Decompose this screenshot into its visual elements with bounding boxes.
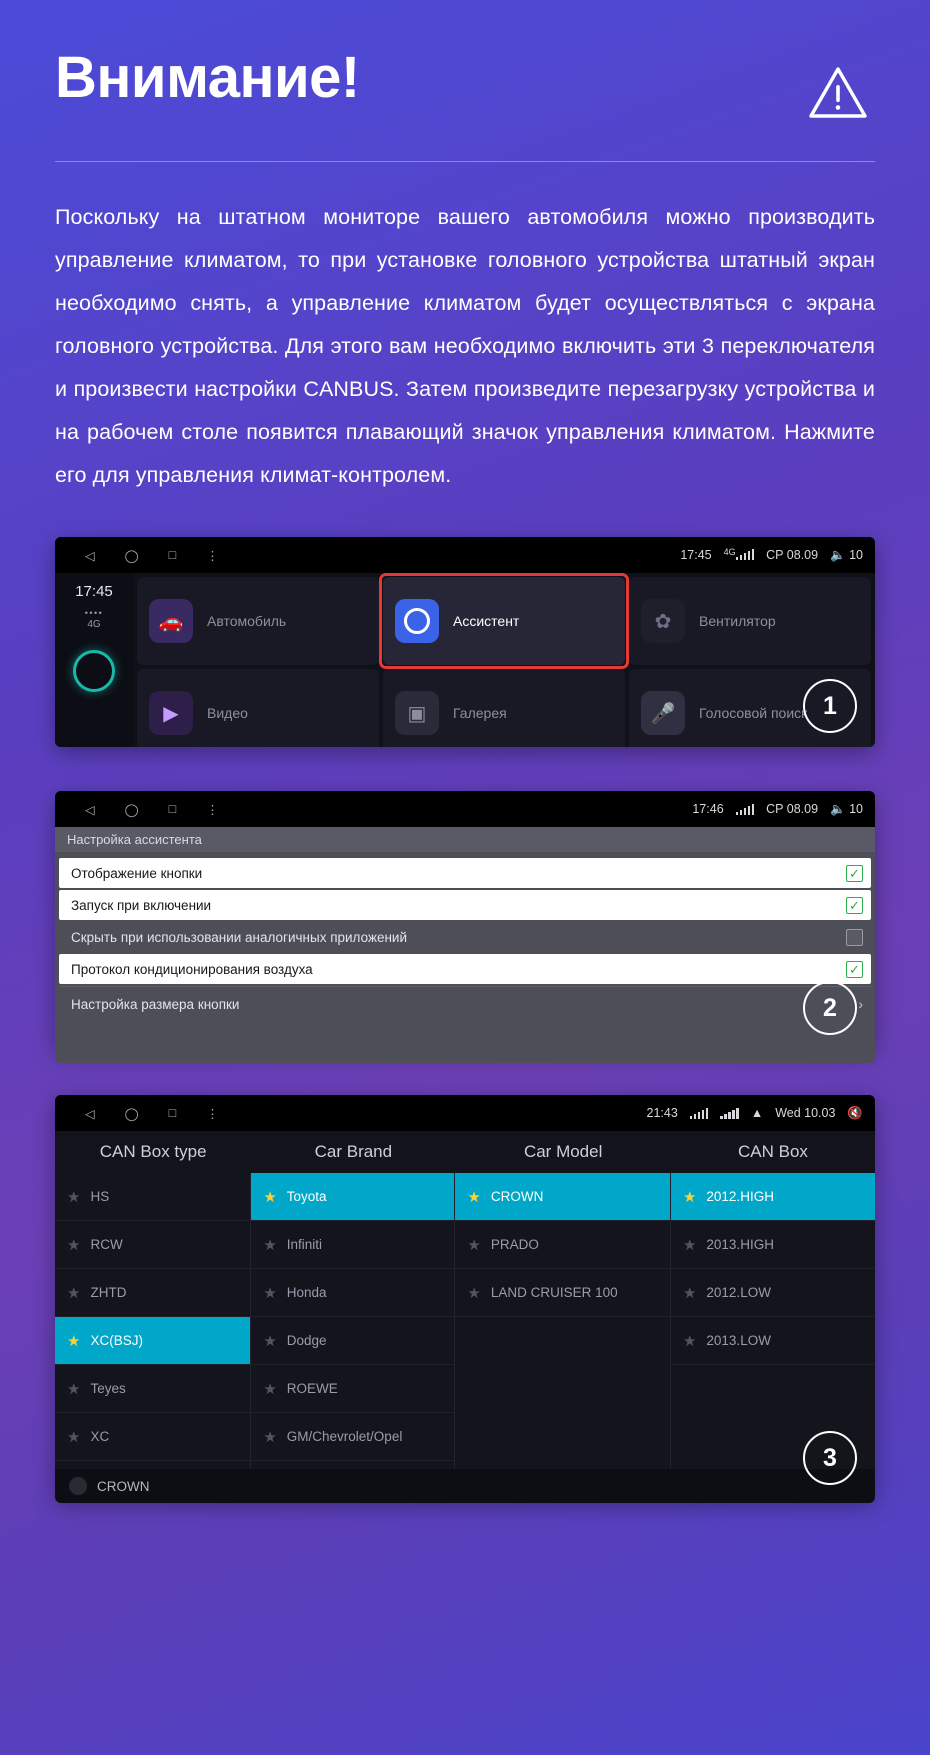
gallery-icon: ▣ <box>395 691 439 735</box>
star-icon: ★ <box>682 1332 697 1350</box>
launcher-sidebar <box>55 573 133 747</box>
status-time: 21:43 <box>646 1106 678 1120</box>
status-network-label: 4G <box>723 546 736 557</box>
list-item[interactable] <box>455 1221 670 1269</box>
status-date: Wed 10.03 <box>775 1106 836 1120</box>
list-item[interactable] <box>671 1317 875 1365</box>
body-paragraph: Поскольку на штатном мониторе вашего автомобиля можно производить управление климатом, то при установке головного устройства штатный экран необходимо снять, а управление климатом будет осуществляться с экрана головного устройства. Для этого вам необходимо включить эти 3 переключателя и произвести настройки CANBUS. Затем произведите перезагрузку устройства и на рабочем столе появится плавающий значок управления климатом. Нажмите его для управления климат-контролем. <box>55 205 875 487</box>
setting-label: Отображение кнопки <box>71 865 203 881</box>
list-item-label: PRADO <box>490 1237 539 1252</box>
list-item-label: 2012.HIGH <box>706 1189 774 1204</box>
column-header-can-box: CAN Box <box>738 1142 808 1161</box>
list-item-selected[interactable] <box>55 1317 250 1365</box>
tile-assistant[interactable] <box>383 577 625 665</box>
checkbox-checked-icon[interactable]: ✓ <box>846 961 863 978</box>
statusbar-1 <box>55 537 875 573</box>
list-item[interactable] <box>251 1413 454 1461</box>
setting-row-ac-protocol[interactable] <box>59 954 871 984</box>
list-item-label: 2013.LOW <box>706 1333 771 1348</box>
column-car-model <box>455 1173 671 1469</box>
status-date: CP 08.09 <box>766 802 819 816</box>
list-item-label: RCW <box>90 1237 123 1252</box>
back-icon[interactable]: ◁ <box>85 1106 95 1121</box>
list-divider <box>59 986 871 987</box>
tile-gallery[interactable] <box>383 669 625 747</box>
star-icon: ★ <box>467 1188 481 1206</box>
column-header-car-model: Car Model <box>523 1142 603 1161</box>
star-icon: ★ <box>682 1236 697 1254</box>
launcher-tile-grid <box>133 573 875 747</box>
footer-label: CROWN <box>97 1478 150 1494</box>
wifi-icon: ▲ <box>750 1106 764 1120</box>
list-item-label: XC <box>90 1429 110 1444</box>
vehicle-icon <box>69 1477 87 1495</box>
setting-row-button-size[interactable] <box>59 989 871 1019</box>
star-icon: ★ <box>682 1188 697 1206</box>
screenshot-launcher <box>55 537 875 747</box>
star-icon: ★ <box>467 1236 481 1254</box>
signal-icon <box>736 549 755 560</box>
list-item-label: GM/Chevrolet/Opel <box>286 1429 403 1444</box>
list-item[interactable] <box>55 1221 250 1269</box>
statusbar-3 <box>55 1095 875 1131</box>
star-icon: ★ <box>67 1284 81 1302</box>
star-icon: ★ <box>263 1380 277 1398</box>
settings-section-title: Настройка ассистента <box>55 827 875 852</box>
signal-icon-sim1 <box>690 1108 709 1119</box>
sidebar-network: 4G <box>87 619 101 631</box>
checkbox-checked-icon[interactable]: ✓ <box>846 865 863 882</box>
tile-label: Ассистент <box>453 613 520 629</box>
list-item[interactable] <box>251 1221 454 1269</box>
list-item[interactable] <box>251 1269 454 1317</box>
list-item[interactable] <box>55 1173 250 1221</box>
canbus-table-body <box>55 1173 875 1469</box>
volume-mute-icon: 🔇 <box>847 1105 863 1120</box>
home-icon[interactable]: ◯ <box>124 1106 139 1121</box>
overflow-menu-icon[interactable]: ⋮ <box>206 548 219 563</box>
list-item-label: LAND CRUISER 100 <box>490 1285 618 1300</box>
column-can-box <box>671 1173 875 1469</box>
sidebar-signal-dots: •••• <box>84 608 104 618</box>
tile-fan[interactable] <box>629 577 871 665</box>
list-item-label: Teyes <box>90 1381 126 1396</box>
status-date: CP 08.09 <box>766 548 819 562</box>
video-icon: ▶ <box>149 691 193 735</box>
assistant-ring-icon[interactable] <box>73 650 115 692</box>
chevron-right-icon[interactable]: › <box>858 996 863 1012</box>
tile-video[interactable] <box>137 669 379 747</box>
screenshot-canbus-settings <box>55 1095 875 1499</box>
canbus-footer <box>55 1469 875 1503</box>
step-badge-1: 1 <box>803 679 857 733</box>
status-time: 17:46 <box>692 802 724 816</box>
list-item-label: HS <box>90 1189 110 1204</box>
star-icon: ★ <box>67 1380 81 1398</box>
recents-icon[interactable]: □ <box>168 802 177 816</box>
settings-list <box>55 852 875 1063</box>
list-item-label: Toyota <box>286 1189 327 1204</box>
list-item-label: 2013.HIGH <box>706 1237 774 1252</box>
volume-indicator: 🔈 10 <box>830 801 863 816</box>
column-header-car-brand: Car Brand <box>314 1142 393 1161</box>
list-item[interactable] <box>55 1269 250 1317</box>
setting-label: Запуск при включении <box>71 897 212 913</box>
setting-label: Скрыть при использовании аналогичных приложений <box>71 929 408 945</box>
star-icon: ★ <box>263 1236 277 1254</box>
home-icon[interactable]: ◯ <box>124 802 139 817</box>
star-icon: ★ <box>682 1284 697 1302</box>
recents-icon[interactable]: □ <box>168 548 177 562</box>
screenshot-assistant-settings <box>55 791 875 1049</box>
signal-icon-sim2 <box>720 1108 739 1119</box>
star-icon: ★ <box>67 1236 81 1254</box>
list-item-label: 2012.LOW <box>706 1285 771 1300</box>
warning-triangle-icon <box>807 64 869 127</box>
list-item-selected[interactable] <box>671 1173 875 1221</box>
list-item[interactable] <box>671 1269 875 1317</box>
tile-label: Вентилятор <box>699 613 776 629</box>
list-item-selected[interactable] <box>251 1173 454 1221</box>
list-item[interactable] <box>671 1221 875 1269</box>
star-icon: ★ <box>263 1188 277 1206</box>
list-item[interactable] <box>251 1365 454 1413</box>
step-badge-2: 2 <box>803 981 857 1035</box>
star-icon: ★ <box>67 1428 81 1446</box>
header <box>55 0 875 127</box>
star-icon: ★ <box>67 1332 81 1350</box>
assistant-icon <box>395 599 439 643</box>
car-icon: 🚗 <box>149 599 193 643</box>
column-header-can-box-type: CAN Box type <box>99 1142 207 1161</box>
list-item[interactable] <box>55 1365 250 1413</box>
list-item-label: XC(BSJ) <box>90 1333 143 1348</box>
tile-label: Видео <box>207 705 248 721</box>
status-time: 17:45 <box>680 548 712 562</box>
list-item-selected[interactable] <box>455 1173 670 1221</box>
list-item[interactable] <box>55 1413 250 1461</box>
list-item-label: Infiniti <box>286 1237 323 1252</box>
setting-row-launch-on-start[interactable] <box>59 890 871 920</box>
back-icon[interactable]: ◁ <box>85 802 95 817</box>
microphone-icon: 🎤 <box>641 691 685 735</box>
setting-label: Протокол кондиционирования воздуха <box>71 961 313 977</box>
list-item[interactable] <box>455 1269 670 1317</box>
overflow-menu-icon[interactable]: ⋮ <box>206 1106 219 1121</box>
statusbar-2 <box>55 791 875 827</box>
list-item[interactable] <box>251 1317 454 1365</box>
tile-label: Голосовой поиск <box>699 705 808 721</box>
checkbox-unchecked-icon[interactable] <box>846 929 863 946</box>
tile-car[interactable] <box>137 577 379 665</box>
page-title: Внимание! <box>55 45 360 110</box>
volume-indicator: 🔈 10 <box>830 547 863 562</box>
setting-row-hide-similar-apps[interactable] <box>59 922 871 952</box>
star-icon: ★ <box>263 1428 277 1446</box>
list-item-label: CROWN <box>490 1189 544 1204</box>
checkbox-checked-icon[interactable]: ✓ <box>846 897 863 914</box>
canbus-table-header <box>55 1131 875 1173</box>
column-can-box-type <box>55 1173 251 1469</box>
setting-label: Настройка размера кнопки <box>71 996 240 1012</box>
step-badge-3: 3 <box>803 1431 857 1485</box>
overflow-menu-icon[interactable]: ⋮ <box>206 802 219 817</box>
list-item-label: Honda <box>286 1285 327 1300</box>
list-item-label: Dodge <box>286 1333 327 1348</box>
list-item-label: ROEWE <box>286 1381 338 1396</box>
tile-label: Галерея <box>453 705 507 721</box>
fan-icon: ✿ <box>641 599 685 643</box>
back-icon[interactable]: ◁ <box>85 548 95 563</box>
list-item-label: ZHTD <box>90 1285 127 1300</box>
setting-row-show-button[interactable] <box>59 858 871 888</box>
home-icon[interactable]: ◯ <box>124 548 139 563</box>
tile-label: Автомобиль <box>207 613 287 629</box>
star-icon: ★ <box>263 1332 277 1350</box>
star-icon: ★ <box>263 1284 277 1302</box>
star-icon: ★ <box>467 1284 481 1302</box>
signal-icon <box>736 804 755 815</box>
column-car-brand <box>251 1173 455 1469</box>
sidebar-time: 17:45 <box>75 583 113 600</box>
recents-icon[interactable]: □ <box>168 1106 177 1120</box>
header-divider <box>55 161 875 162</box>
launcher-body <box>55 573 875 747</box>
star-icon: ★ <box>67 1188 81 1206</box>
